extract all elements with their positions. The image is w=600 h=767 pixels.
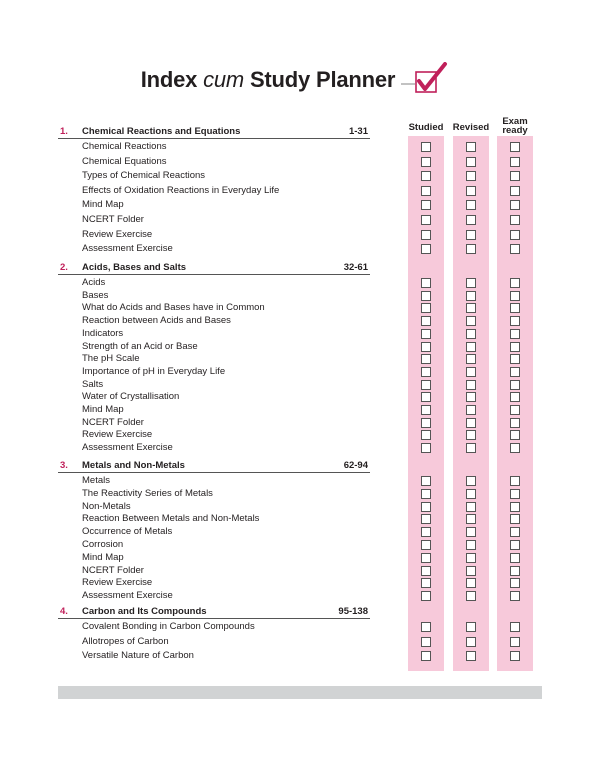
exam-ready-checkbox[interactable] — [510, 553, 520, 563]
revised-checkbox[interactable] — [466, 367, 476, 377]
topic-label: Acids — [82, 277, 106, 288]
topic-label: Reaction Between Metals and Non-Metals — [82, 513, 260, 525]
revised-checkbox[interactable] — [466, 342, 476, 352]
studied-checkbox[interactable] — [421, 489, 431, 499]
chapter-number: 3. — [60, 460, 68, 471]
topic-label: Salts — [82, 378, 104, 390]
topic-label: Corrosion — [82, 539, 124, 550]
column-header — [490, 117, 540, 135]
exam-ready-checkbox[interactable] — [510, 637, 520, 647]
exam-ready-checkbox[interactable] — [510, 367, 520, 377]
chapter-title: Carbon and Its Compounds — [82, 606, 207, 617]
topic-label: Chemical Reactions — [82, 141, 167, 152]
studied-checkbox[interactable] — [421, 392, 431, 402]
title-text: Index cum Study Planner — [140, 67, 396, 92]
exam-ready-checkbox[interactable] — [510, 303, 520, 313]
exam-ready-checkbox[interactable] — [510, 392, 520, 402]
studied-checkbox[interactable] — [421, 622, 431, 632]
revised-checkbox[interactable] — [466, 230, 476, 240]
chapter-heading — [58, 460, 370, 473]
studied-checkbox[interactable] — [421, 527, 431, 537]
studied-checkbox[interactable] — [421, 540, 431, 550]
studied-checkbox[interactable] — [421, 637, 431, 647]
studied-checkbox[interactable] — [421, 230, 431, 240]
topic-label: Metals — [82, 475, 110, 486]
topic-label: Review Exercise — [82, 228, 153, 240]
revised-checkbox[interactable] — [466, 578, 476, 588]
topic-label: Mind Map — [82, 404, 124, 415]
column-header-line: ready — [502, 125, 528, 136]
column-header-line: Revised — [452, 122, 490, 133]
exam-ready-checkbox[interactable] — [510, 291, 520, 301]
revised-checkbox[interactable] — [466, 443, 476, 453]
topic-label: Water of Crystallisation — [82, 391, 180, 403]
exam-ready-checkbox[interactable] — [510, 200, 520, 210]
topic-label: NCERT Folder — [82, 564, 144, 576]
chapter-pages: 62-94 — [343, 460, 368, 471]
footer-bar — [58, 686, 542, 699]
revised-checkbox[interactable] — [466, 329, 476, 339]
studied-checkbox[interactable] — [421, 244, 431, 254]
topic-label: Assessment Exercise — [82, 590, 173, 602]
topic-label: Reaction between Acids and Bases — [82, 315, 231, 327]
revised-checkbox[interactable] — [466, 200, 476, 210]
exam-ready-checkbox[interactable] — [510, 540, 520, 550]
revised-checkbox[interactable] — [466, 291, 476, 301]
studied-checkbox[interactable] — [421, 303, 431, 313]
revised-checkbox[interactable] — [466, 637, 476, 647]
exam-ready-checkbox[interactable] — [510, 342, 520, 352]
topic-label: Allotropes of Carbon — [82, 635, 169, 647]
topic-label: Effects of Oxidation Reactions in Everyday Life — [82, 184, 280, 196]
column-header-line: Exam — [502, 116, 528, 127]
exam-ready-checkbox[interactable] — [510, 476, 520, 486]
studied-checkbox[interactable] — [421, 578, 431, 588]
topic-label: Bases — [82, 289, 109, 301]
studied-checkbox[interactable] — [421, 430, 431, 440]
studied-checkbox[interactable] — [421, 329, 431, 339]
studied-checkbox[interactable] — [421, 380, 431, 390]
topic-label: Types of Chemical Reactions — [82, 170, 206, 182]
column-header — [401, 123, 451, 132]
exam-ready-checkbox[interactable] — [510, 278, 520, 288]
exam-ready-checkbox[interactable] — [510, 502, 520, 512]
exam-ready-checkbox[interactable] — [510, 316, 520, 326]
topic-label: Assessment Exercise — [82, 442, 173, 454]
studied-checkbox[interactable] — [421, 405, 431, 415]
studied-checkbox[interactable] — [421, 342, 431, 352]
exam-ready-checkbox[interactable] — [510, 157, 520, 167]
revised-checkbox[interactable] — [466, 303, 476, 313]
exam-ready-checkbox[interactable] — [510, 443, 520, 453]
revised-checkbox[interactable] — [466, 476, 476, 486]
revised-checkbox[interactable] — [466, 527, 476, 537]
exam-ready-checkbox[interactable] — [510, 215, 520, 225]
revised-checkbox[interactable] — [466, 622, 476, 632]
studied-checkbox[interactable] — [421, 418, 431, 428]
studied-checkbox[interactable] — [421, 443, 431, 453]
revised-checkbox[interactable] — [466, 354, 476, 364]
revised-checkbox[interactable] — [466, 591, 476, 601]
chapter-pages: 1-31 — [348, 126, 368, 137]
topic-label: Chemical Equations — [82, 155, 167, 167]
studied-checkbox[interactable] — [421, 171, 431, 181]
chapter-heading — [58, 606, 370, 619]
revised-checkbox[interactable] — [466, 540, 476, 550]
exam-ready-checkbox[interactable] — [510, 514, 520, 524]
exam-ready-checkbox[interactable] — [510, 566, 520, 576]
studied-checkbox[interactable] — [421, 591, 431, 601]
topic-label: NCERT Folder — [82, 416, 144, 428]
revised-checkbox[interactable] — [466, 514, 476, 524]
revised-checkbox[interactable] — [466, 215, 476, 225]
exam-ready-checkbox[interactable] — [510, 380, 520, 390]
topic-label: Indicators — [82, 327, 124, 339]
exam-ready-checkbox[interactable] — [510, 622, 520, 632]
exam-ready-checkbox[interactable] — [510, 329, 520, 339]
chapter-pages: 95-138 — [338, 606, 368, 617]
exam-ready-checkbox[interactable] — [510, 527, 520, 537]
revised-checkbox[interactable] — [466, 244, 476, 254]
studied-checkbox[interactable] — [421, 566, 431, 576]
revised-checkbox[interactable] — [466, 418, 476, 428]
exam-ready-checkbox[interactable] — [510, 142, 520, 152]
revised-checkbox[interactable] — [466, 392, 476, 402]
chapter-number: 1. — [60, 126, 68, 137]
topic-label: Review Exercise — [82, 429, 153, 441]
revised-checkbox[interactable] — [466, 186, 476, 196]
exam-ready-checkbox[interactable] — [510, 244, 520, 254]
studied-checkbox[interactable] — [421, 200, 431, 210]
revised-checkbox[interactable] — [466, 502, 476, 512]
exam-ready-checkbox[interactable] — [510, 430, 520, 440]
exam-ready-checkbox[interactable] — [510, 230, 520, 240]
studied-checkbox[interactable] — [421, 278, 431, 288]
chapter-heading — [58, 262, 370, 275]
topic-label: Versatile Nature of Carbon — [82, 650, 194, 662]
column-header-line: Studied — [408, 122, 444, 133]
exam-ready-checkbox[interactable] — [510, 578, 520, 588]
topic-label: NCERT Folder — [82, 214, 144, 225]
topic-label: Strength of an Acid or Base — [82, 340, 198, 352]
topic-label: What do Acids and Bases have in Common — [82, 302, 265, 314]
studied-checkbox[interactable] — [421, 291, 431, 301]
revised-checkbox[interactable] — [466, 316, 476, 326]
studied-checkbox[interactable] — [421, 142, 431, 152]
studied-checkbox[interactable] — [421, 514, 431, 524]
revised-checkbox[interactable] — [466, 405, 476, 415]
revised-checkbox[interactable] — [466, 278, 476, 288]
topic-label: Occurrence of Metals — [82, 526, 173, 538]
exam-ready-checkbox[interactable] — [510, 418, 520, 428]
revised-checkbox[interactable] — [466, 651, 476, 661]
exam-ready-checkbox[interactable] — [510, 354, 520, 364]
revised-checkbox[interactable] — [466, 171, 476, 181]
page-title — [0, 62, 600, 98]
studied-checkbox[interactable] — [421, 476, 431, 486]
exam-ready-checkbox[interactable] — [510, 591, 520, 601]
studied-checkbox[interactable] — [421, 215, 431, 225]
chapter-title: Chemical Reactions and Equations — [82, 126, 241, 137]
topic-label: Non-Metals — [82, 500, 131, 512]
chapter-heading — [58, 126, 370, 139]
chapter-number: 4. — [60, 606, 68, 617]
exam-ready-checkbox[interactable] — [510, 405, 520, 415]
topic-label: The pH Scale — [82, 353, 140, 365]
studied-checkbox[interactable] — [421, 354, 431, 364]
topic-label: Mind Map — [82, 199, 124, 211]
revised-checkbox[interactable] — [466, 553, 476, 563]
studied-checkbox[interactable] — [421, 651, 431, 661]
revised-checkbox[interactable] — [466, 430, 476, 440]
exam-ready-checkbox[interactable] — [510, 489, 520, 499]
revised-checkbox[interactable] — [466, 566, 476, 576]
studied-checkbox[interactable] — [421, 157, 431, 167]
studied-checkbox[interactable] — [421, 186, 431, 196]
studied-checkbox[interactable] — [421, 502, 431, 512]
exam-ready-checkbox[interactable] — [510, 186, 520, 196]
topic-label: Importance of pH in Everyday Life — [82, 365, 226, 377]
column-header — [446, 123, 496, 132]
revised-checkbox[interactable] — [466, 157, 476, 167]
topic-label: The Reactivity Series of Metals — [82, 487, 213, 499]
topic-label: Covalent Bonding in Carbon Compounds — [82, 621, 255, 632]
studied-checkbox[interactable] — [421, 316, 431, 326]
revised-checkbox[interactable] — [466, 142, 476, 152]
chapter-title: Metals and Non-Metals — [82, 460, 185, 471]
topic-label: Mind Map — [82, 551, 124, 563]
studied-checkbox[interactable] — [421, 367, 431, 377]
chapter-title: Acids, Bases and Salts — [82, 262, 187, 273]
exam-ready-checkbox[interactable] — [510, 171, 520, 181]
exam-ready-checkbox[interactable] — [510, 651, 520, 661]
revised-checkbox[interactable] — [466, 380, 476, 390]
revised-checkbox[interactable] — [466, 489, 476, 499]
topic-label: Assessment Exercise — [82, 243, 173, 255]
chapter-number: 2. — [60, 262, 68, 273]
chapter-pages: 32-61 — [343, 262, 368, 273]
topic-label: Review Exercise — [82, 577, 153, 589]
studied-checkbox[interactable] — [421, 553, 431, 563]
checkbox-tick-icon — [401, 62, 459, 98]
